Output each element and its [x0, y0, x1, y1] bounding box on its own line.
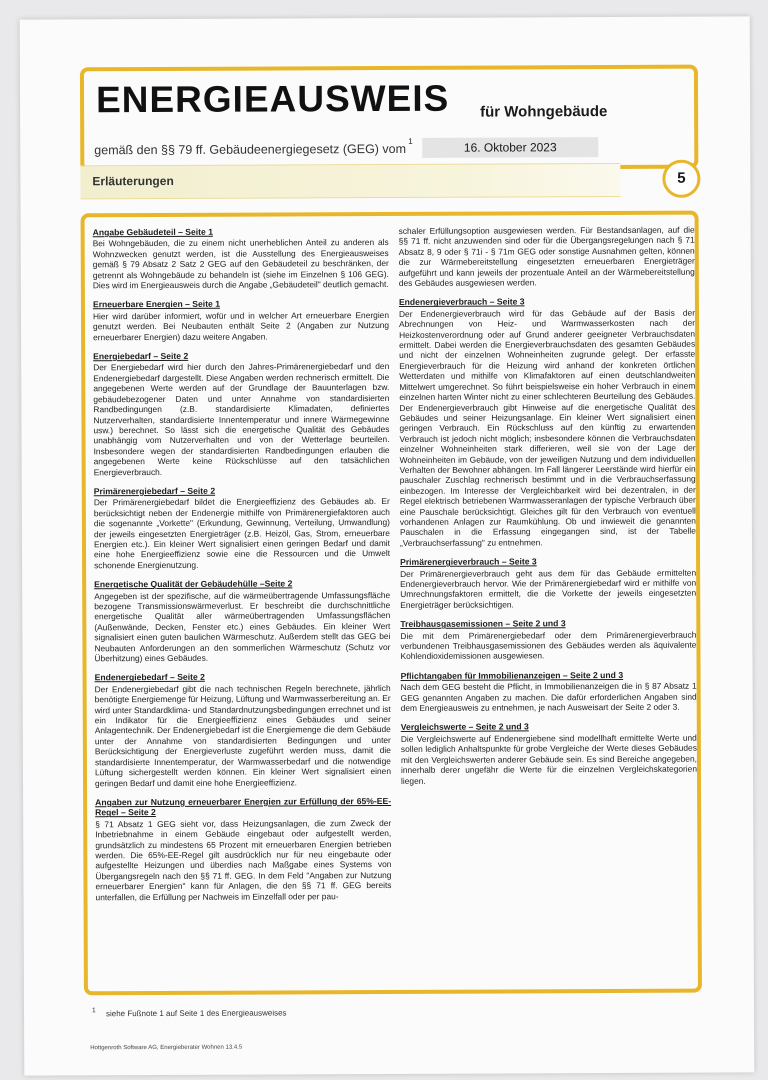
- software-footer: Hottgenroth Software AG, Energieberater Wohnen 13.4.5: [90, 1044, 243, 1052]
- explanation-section: [95, 671, 392, 788]
- explanation-section: [94, 485, 390, 571]
- explanation-section: [93, 298, 389, 342]
- left-column: [93, 226, 392, 911]
- section-heading: Primärenergieverbrauch – Seite 3: [400, 556, 537, 568]
- document-title: ENERGIEAUSWEIS: [95, 77, 450, 121]
- explanation-section: [93, 350, 390, 477]
- section-text: Der Primärenergiebedarf bildet die Energieeffizienz des Gebäudes ab. Er berücksichtigt neben der Endenergie mithilfe von Primärenergiefaktoren auch die sogenannte „Vorkette" (Erkundung, Gewinnung, Verteilung, Umwandlung) der jeweils eingesetzten Energieträger (z.B. Heizöl, Gas, Strom, erneuerbare Energien etc.). Ein kleiner Wert signalisiert einen geringen Bedarf und damit eine hohe Energieeffizienz sowie eine die Ressourcen und die Umwelt schonende Energienutzung.: [93, 496, 391, 571]
- section-text: Angegeben ist der spezifische, auf die wärmeübertragende Umfassungsfläche bezogene Transmissionswärmeverlust. Er beschreibt die durchschnittliche energetische Qualität aller wärmeübertragenden Umfassungsflächen (Außenwände, Decken, Fenster etc.) eines Gebäudes. Ein kleiner Wert signalisiert einen guten baulichen Wärmeschutz. Außerdem stellt das GEG bei Neubauten Anforderungen an den sommerlichen Wärmeschutz (Schutz vor Überhitzung) eines Gebäudes.: [94, 589, 391, 664]
- section-text: Bei Wohngebäuden, die zu einem nicht unerheblichen Anteil zu anderen als Wohnzwecken genutzt werden, ist die Ausstellung des Energieausweises gemäß § 79 Absatz 2 Satz 2 GEG auf den Gebäudeteil zu beschränken, der getrennt als Wohngebäude zu behandeln ist (siehe im Einzelnen § 106 GEG). Dies wird im Energieausweis durch die Angabe „Gebäudeteil" deutlich gemacht.: [92, 237, 389, 291]
- section-text: Nach dem GEG besteht die Pflicht, in Immobilienanzeigen die in § 87 Absatz 1 GEG genannten Angaben zu machen. Die dafür erforderlichen Angaben sind dem Energieausweis zu entnehmen, je nach Ausweisart der Seite 2 oder 3.: [400, 680, 697, 714]
- explanation-section: [401, 721, 697, 786]
- section-text: Der Endenergiebedarf gibt die nach technischen Regeln berechnete, jährlich benötigte Energiemenge für Heizung, Lüftung und Warmwasserbereitung an. Er wird unter Standardklima- und Standardnutzungsbedingungen errechnet und ist ein Indikator für die Energieeffizienz eines Gebäudes und seiner Anlagentechnik. Der Endenergiebedarf ist die Energiemenge die dem Gebäude unter der Annahme von standardisierten Bedingungen und unter Berücksichtigung der Energieverluste zugeführt werden muss, damit die standardisierte Innentemperatur, der Warmwasserbedarf und die notwendige Lüftung sichergestellt werden können. Ein kleiner Wert signalisiert einen geringen Bedarf und damit eine hohe Energieeffizienz.: [94, 682, 392, 788]
- section-text: schaler Erfüllungsoption ausgewiesen werden. Für Bestandsanlagen, auf die §§ 71 ff. nicht anzuwenden sind oder für die Übergangsregelungen nach § 71 Absatz 8, 9 oder § 71i - § 71m GEG oder sonstige Ausnahmen gelten, können die zur Wärmebereitstellung eingesetzten erneuerbaren Energieträger aufgeführt und kann jeweils der prozentuale Anteil an der Wärmebereitstellung des Gebäudes ausgewiesen werden.: [398, 224, 695, 288]
- section-heading: Angaben zur Nutzung erneuerbarer Energien zur Erfüllung der 65%-EE-Regel – Seite 2: [95, 795, 392, 818]
- explanation-section: [95, 796, 391, 902]
- footnote-number: 1: [92, 1007, 96, 1015]
- section-title: Erläuterungen: [92, 173, 174, 189]
- section-heading: Vergleichswerte – Seite 2 und 3: [400, 721, 529, 733]
- section-heading: Treibhausgasemissionen – Seite 2 und 3: [400, 618, 566, 630]
- document-page: [20, 16, 755, 1075]
- section-text: Der Energiebedarf wird hier durch den Jahres-Primärenergiebedarf und den Endenergiebedarf dargestellt. Diese Angaben werden rechnerisch ermittelt. Die angegebenen Werte werden auf der Grundlage der Bauunterlagen bzw. gebäudebezogener Daten und unter Annahme von standardisierten Randbedingungen (z.B. standardisierte Klimadaten, definiertes Nutzerverhalten, standardisierte Innentemperatur und innere Wärmegewinne usw.) berechnet. So lässt sich die energetische Qualität des Gebäudes unabhängig vom Nutzerverhalten und von der Wetterlage beurteilen. Insbesondere wegen der standardisierten Randbedingungen erlauben die angegebenen Werte keine Rückschlüsse auf den tatsächlichen Energieverbrauch.: [93, 361, 390, 477]
- footnote: [92, 1006, 287, 1018]
- section-heading: Endenergiebedarf – Seite 2: [94, 672, 205, 683]
- section-heading: Angabe Gebäudeteil – Seite 1: [92, 226, 214, 238]
- building-type-label: für Wohngebäude: [480, 103, 608, 121]
- legal-basis-text: gemäß den §§ 79 ff. Gebäudeenergiegesetz (GEG) vom: [94, 141, 407, 158]
- section-text: Der Endenergieverbrauch wird für das Gebäude auf der Basis der Abrechnungen von Heiz- und Warmwasserkosten nach der Heizkostenverordnung oder auf Grund anderer geeigneter Verbrauchsdaten ermittelt. Dabei werden die Energieverbrauchsdaten des gesamten Gebäudes und nicht der einzelnen Wohneinheiten zugrunde gelegt. Der erfasste Energieverbrauch für die Heizung wird anhand der konkreten örtlichen Wetterdaten und mithilfe von Klimafaktoren auf einen deutschlandweiten Mittelwert umgerechnet. So führt beispielsweise ein hoher Verbrauch in einem einzelnen harten Winter nicht zu einer schlechteren Beurteilung des Gebäudes. Der Endenergieverbrauch gibt Hinweise auf die energetische Qualität des Gebäudes und seiner Heizungsanlage. Ein kleiner Wert signalisiert einen geringen Verbrauch. Ein Rückschluss auf den künftig zu erwartenden Verbrauch ist jedoch nicht möglich; insbesondere können die Verbrauchsdaten einzelner Wohneinheiten stark differieren, weil sie von der Lage der Wohneinheiten im Gebäude, von der jeweiligen Nutzung und dem individuellen Verhalten der Bewohner abhängen. Im Fall längerer Leerstände wird hierfür ein pauschaler Zuschlag rechnerisch bestimmt und in die Verbrauchserfassung einbezogen. Im Interesse der Vergleichbarkeit wird bei dezentralen, in der Regel elektrisch betriebenen Warmwasseranlagen der typische Verbrauch über eine Pauschale berücksichtigt. Gleiches gilt für den Verbrauch von eventuell vorhandenen Anlagen zur Raumkühlung. Ob und inwieweit die genannten Pauschalen in die Erfassung eingegangen sind, ist der Tabelle „Verbrauchserfassung" zu entnehmen.: [398, 307, 696, 548]
- explanation-section: [400, 618, 696, 662]
- section-text: Die Vergleichswerte auf Endenergiebene sind modellhaft ermittelte Werte und sollen lediglich Anhaltspunkte für grobe Vergleiche der Werte dieses Gebäudes mit den Vergleichswerten anderer Gebäude sein. Es sind Bereiche angegeben, innerhalb derer ungefähr die Werte für die einzelnen Vergleichskategorien liegen.: [400, 732, 697, 786]
- explanation-section: [401, 669, 697, 713]
- section-text: § 71 Absatz 1 GEG sieht vor, dass Heizungsanlagen, die zum Zweck der Inbetriebnahme in einem Gebäude eingebaut oder aufgestellt werden, grundsätzlich zu mindestens 65 Prozent mit erneuerbaren Energien betrieben werden. Die 65%-EE-Regel gilt ausdrücklich nur für neu eingebaute oder aufgestellte Heizungen und überdies nach Maßgabe eines Systems von Übergangsregeln nach den §§ 71 ff. GEG. In dem Feld "Angaben zur Nutzung erneuerbarer Energien" kann für Anlagen, die den §§ 71 ff. GEG bereits unterfallen, die Erfüllung per Nachweis im Einzelfall oder per pau-: [95, 817, 392, 902]
- section-heading: Pflichtangaben für Immobilienanzeigen – Seite 2 und 3: [400, 669, 624, 681]
- section-heading: Endenergieverbrauch – Seite 3: [398, 296, 525, 308]
- explanation-section: [93, 226, 389, 291]
- header-box: [80, 65, 698, 172]
- footnote-marker: 1: [408, 136, 413, 146]
- explanation-section: [400, 556, 696, 610]
- law-date-field: 16. Oktober 2023: [422, 137, 598, 158]
- explanation-section: [94, 578, 390, 664]
- footnote-text: siehe Fußnote 1 auf Seite 1 des Energieausweises: [105, 1008, 287, 1018]
- section-heading: Primärenergiebedarf – Seite 2: [93, 485, 216, 497]
- section-heading: Erneuerbare Energien – Seite 1: [92, 299, 221, 310]
- section-header-bar: [80, 163, 620, 199]
- right-column: [399, 225, 697, 795]
- explanations-box: [81, 211, 702, 996]
- page-number-badge: 5: [662, 160, 700, 198]
- section-heading: Energiebedarf – Seite 2: [93, 350, 189, 362]
- section-heading: Energetische Qualität der Gebäudehülle –Seite 2: [94, 578, 293, 590]
- section-text: Der Primärenergieverbrauch geht aus dem für das Gebäude ermittelten Endenergieverbrauch hervor. Wie der Primärenergiebedarf wird er mithilfe von Umrechnungsfaktoren ermittelt, die die Vorkette der jeweils eingesetzten Energieträger berücksichtigen.: [400, 567, 697, 610]
- explanation-section: [399, 296, 696, 548]
- explanation-section: [399, 225, 695, 289]
- section-text: Hier wird darüber informiert, wofür und in welcher Art erneuerbare Energien genutzt werden. Bei Neubauten enthält Seite 2 (Angaben zur Nutzung erneuerbarer Energien) dazu weitere Angaben.: [92, 309, 390, 342]
- section-text: Die mit dem Primärenergiebedarf oder dem Primärenergieverbrauch verbundenen Treibhausgasemissionen des Gebäudes werden als äquivalente Kohlendioxidemissionen ausgewiesen.: [400, 629, 697, 662]
